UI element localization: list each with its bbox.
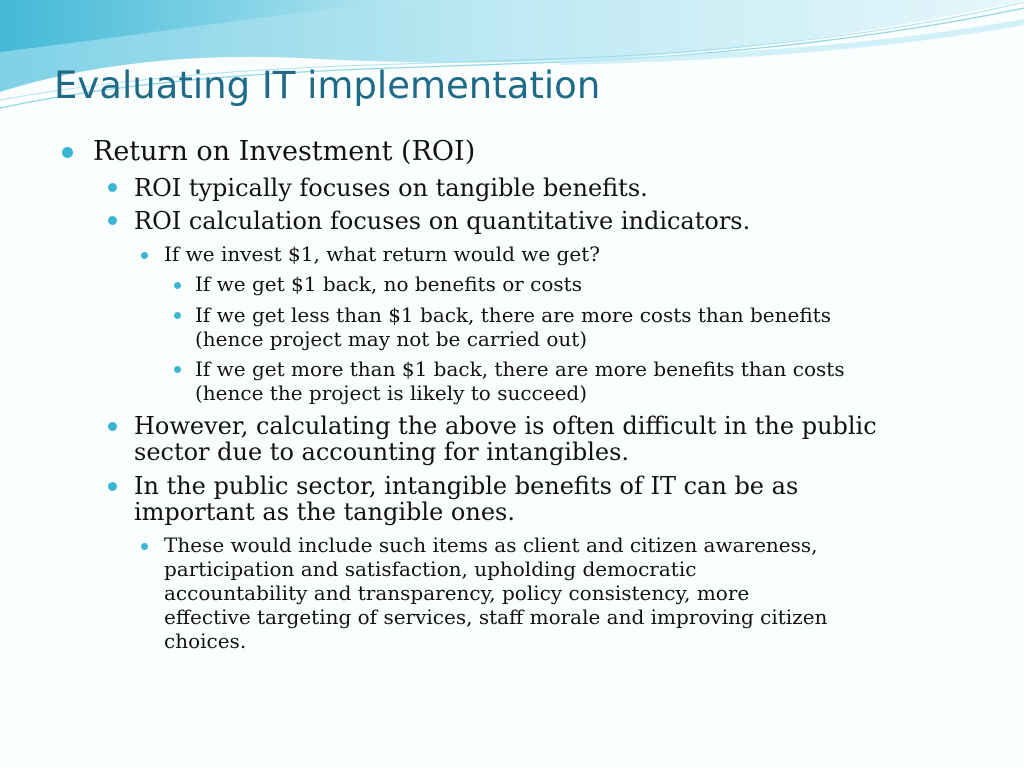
bullet-dot-icon bbox=[62, 147, 73, 158]
bullet-dot-icon bbox=[108, 422, 117, 431]
list-item-text-continuation: accountability and transparency, policy consistency, more bbox=[164, 581, 750, 605]
list-item-text: In the public sector, intangible benefits of IT can be as bbox=[134, 472, 799, 500]
list-item-text-continuation: sector due to accounting for intangibles. bbox=[134, 438, 630, 466]
list-item-text-continuation: participation and satisfaction, upholding democratic bbox=[164, 557, 697, 581]
bullet-dot-icon bbox=[108, 216, 117, 225]
slide-title: Evaluating IT implementation bbox=[54, 64, 601, 107]
bullet-dot-icon bbox=[174, 282, 181, 289]
list-item-text: However, calculating the above is often difficult in the public bbox=[134, 412, 877, 440]
bullet-dot-icon bbox=[174, 312, 181, 319]
list-item-text: If we invest $1, what return would we get? bbox=[164, 242, 600, 266]
list-item-text: If we get $1 back, no benefits or costs bbox=[195, 272, 582, 296]
list-item-text-continuation: (hence project may not be carried out) bbox=[195, 327, 588, 351]
list-item-text-continuation: effective targeting of services, staff morale and improving citizen bbox=[164, 605, 828, 629]
list-item-text-continuation: (hence the project is likely to succeed) bbox=[195, 381, 588, 405]
list-item-text: If we get more than $1 back, there are more benefits than costs bbox=[195, 357, 845, 381]
bullet-dot-icon bbox=[174, 366, 181, 373]
bullet-dot-icon bbox=[108, 183, 117, 192]
bullet-dot-icon bbox=[108, 482, 117, 491]
list-item-text: Return on Investment (ROI) bbox=[93, 136, 476, 167]
bullet-dot-icon bbox=[141, 252, 148, 259]
bullet-dot-icon bbox=[141, 543, 148, 550]
list-item-text-continuation: important as the tangible ones. bbox=[134, 498, 515, 526]
list-item-text: ROI typically focuses on tangible benefits. bbox=[134, 174, 648, 202]
list-item-text: ROI calculation focuses on quantitative indicators. bbox=[134, 207, 751, 235]
list-item-text: These would include such items as client and citizen awareness, bbox=[164, 533, 818, 557]
list-item-text: If we get less than $1 back, there are more costs than benefits bbox=[195, 303, 831, 327]
list-item-text-continuation: choices. bbox=[164, 629, 247, 653]
